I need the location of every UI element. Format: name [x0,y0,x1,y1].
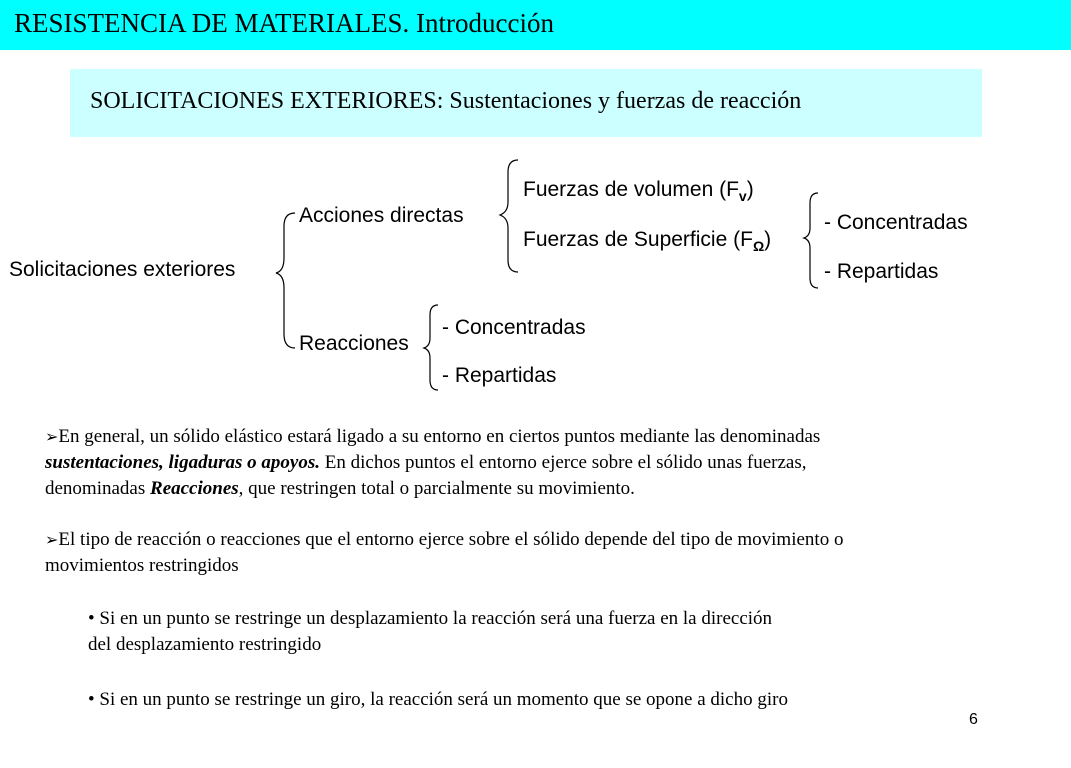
paragraph-tipo-reaccion [45,527,1065,579]
paragraph-line: denominadas Reacciones, que restringen total o parcialmente su movimiento. [45,478,635,499]
bullet-line: • Si en un punto se restringe un desplazamiento la reacción será una fuerza en la dirección [88,608,773,629]
bullet-line: del desplazamiento restringido [88,634,322,655]
concentradas-1: - Concentradas [824,211,968,234]
brace-reacciones [424,305,438,390]
concentradas-2: - Concentradas [442,316,586,339]
arrow-bullet-icon: ➢ [45,530,59,549]
bullet-desplazamiento [88,606,988,658]
paragraph-line: sustentaciones, ligaduras o apoyos. En dichos puntos el entorno ejerce sobre el sólido unas fuerzas, [45,452,807,473]
paragraph-line: movimientos restringidos [45,555,239,576]
volumen-label: Fuerzas de volumen $(F_v)$ [523,178,754,204]
repartidas-2: - Repartidas [442,364,557,387]
repartidas-1: - Repartidas [824,260,939,283]
paragraph-line: ➢El tipo de reacción o reacciones que el entorno ejerce sobre el sólido depende del tipo de movimiento o [45,529,844,550]
root-label: Solicitaciones exteriores [9,258,236,281]
arrow-bullet-icon: ➢ [45,427,59,446]
header-title: RESISTENCIA DE MATERIALES. Introducción [14,8,554,38]
reacciones-label: Reacciones [299,332,409,355]
acciones-label: Acciones directas [299,204,464,227]
bullet-giro [88,687,988,713]
brace-acciones [500,160,518,272]
bullet-line: • Si en un punto se restringe un giro, la reacción será un momento que se opone a dicho giro [88,689,788,710]
paragraph-line: ➢En general, un sólido elástico estará ligado a su entorno en ciertos puntos mediante las denominadas [45,426,821,447]
page-number: 6 [969,711,978,728]
paragraph-sustentaciones [45,424,1055,502]
superficie-label: Fuerzas de Superficie $(F_\Omega)$ [523,228,772,254]
subtitle-text: SOLICITACIONES EXTERIORES: Sustentaciones y fuerzas de reacción [90,88,802,114]
brace-root [276,213,295,348]
brace-superficie [804,193,818,288]
